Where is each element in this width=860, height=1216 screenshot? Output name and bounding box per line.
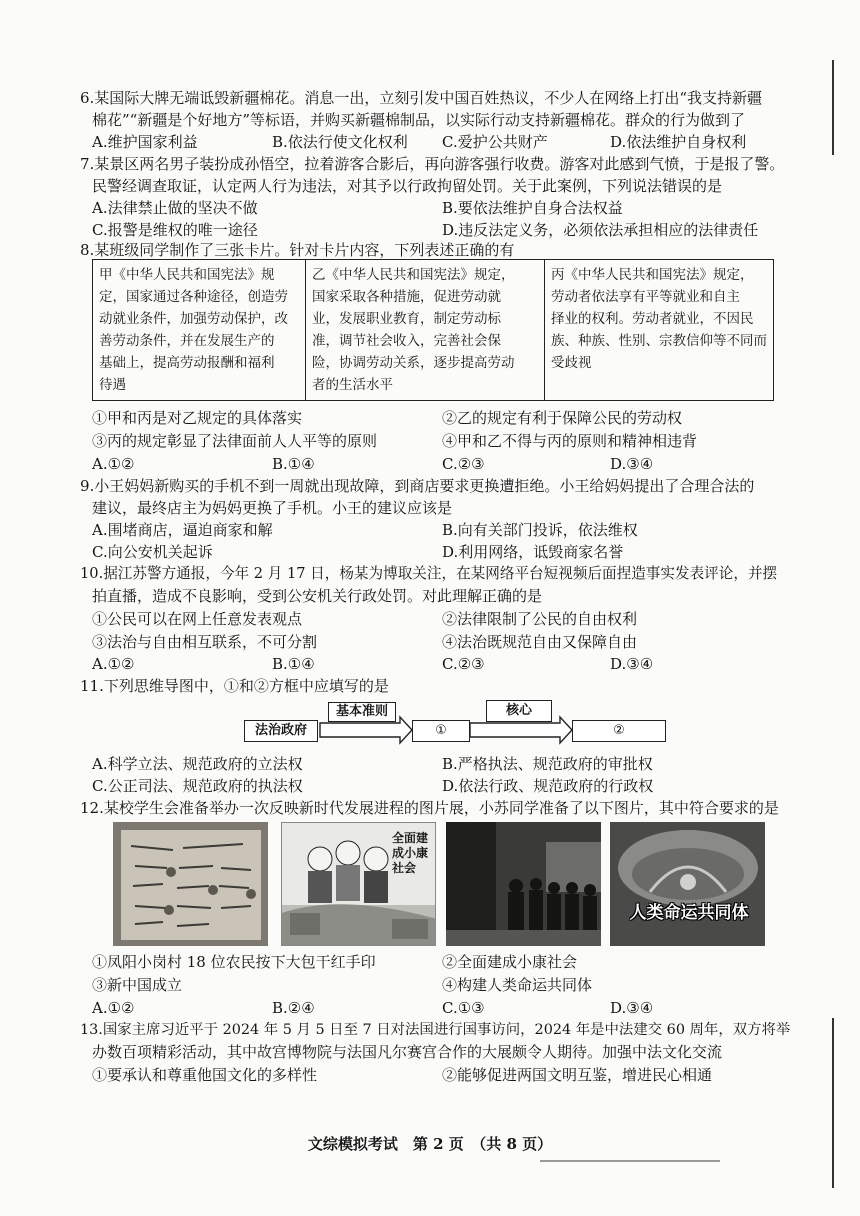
q9-option-b: B.向有关部门投诉，依法维权 (442, 521, 638, 539)
scan-edge-line (832, 60, 834, 155)
q9-option-a: A.围堵商店，逼迫商家和解 (92, 521, 273, 539)
node-law-government: 法治政府 (244, 720, 318, 742)
q8-card-table (92, 259, 774, 401)
q9-stem-line1: 9.小王妈妈新购买的手机不到一周就出现故障，到商店要求更换遭拒绝。小王给妈妈提出了合理合法的 (80, 477, 755, 495)
edge-label-core: 核心 (486, 700, 552, 722)
card-bing (545, 260, 774, 401)
q6-option-c: C.爱护公共财产 (442, 133, 548, 151)
card-line: 善劳动条件，并在发展生产的 (99, 333, 275, 349)
q6-stem-line1: 6.某国际大牌无端诋毁新疆棉花。消息一出，立刻引发中国百姓热议，不少人在网络上打出“我支持新疆 (80, 89, 762, 107)
q10-statement-2: ②法律限制了公民的自由权利 (442, 610, 638, 628)
q8-statement-2: ②乙的规定有利于保障公民的劳动权 (442, 409, 683, 427)
q7-option-c: C.报警是维权的唯一途径 (92, 221, 258, 239)
q7-option-b: B.要依法维护自身合法权益 (442, 199, 623, 217)
q8-stem: 8.某班级同学制作了三张卡片。针对卡片内容，下列表述正确的有 (80, 241, 515, 259)
card-yi (306, 260, 545, 401)
q12-statement-2: ②全面建成小康社会 (442, 953, 578, 971)
q8-option-d: D.③④ (610, 455, 654, 473)
q13-stem-line2: 办数百项精彩活动，其中故宫博物院与法国凡尔赛宫合作的大展颇令人期待。加强中法文化交流 (92, 1043, 723, 1061)
scan-edge-line (832, 1018, 834, 1188)
scan-mark (540, 1160, 720, 1162)
document-icon (113, 822, 268, 946)
q9-option-d: D.利用网络，诋毁商家名誉 (442, 543, 624, 561)
picture-xiaokang-cartoon (281, 822, 436, 946)
q10-option-b: B.①④ (272, 655, 315, 673)
q7-stem-line2: 民警经调查取证，认定两人行为违法，对其予以行政拘留处罚。关于此案例，下列说法错误的是 (92, 177, 723, 195)
card-jia (93, 260, 306, 401)
q12-statement-4: ④构建人类命运共同体 (442, 976, 593, 994)
q9-option-c: C.向公安机关起诉 (92, 543, 213, 561)
q9-stem-line2: 建议，最终店主为妈妈更换了手机。小王的建议应该是 (92, 499, 453, 517)
q12-option-c: C.①③ (442, 999, 485, 1017)
picture-shared-future (610, 822, 765, 946)
q8-statement-1: ①甲和丙是对乙规定的具体落实 (92, 409, 303, 427)
q6-option-a: A.维护国家利益 (92, 133, 198, 151)
q7-option-a: A.法律禁止做的坚决不做 (92, 199, 258, 217)
q8-option-b: B.①④ (272, 455, 315, 473)
card-line: 乙《中华人民共和国宪法》规定， (312, 267, 515, 283)
card-line: 业，发展职业教育，制定劳动标 (312, 311, 501, 327)
q8-statement-4: ④甲和乙不得与丙的原则和精神相违背 (442, 432, 698, 450)
card-line: 待遇 (99, 377, 126, 393)
mind-map (240, 698, 670, 748)
q11-stem: 11.下列思维导图中，①和②方框中应填写的是 (80, 677, 389, 695)
card-line: 基础上，提高劳动报酬和福利 (99, 355, 275, 371)
q12-option-b: B.②④ (272, 999, 315, 1017)
card-line: 丙《中华人民共和国宪法》规定， (551, 267, 754, 283)
card-line: 国家采取各种措施，促进劳动就 (312, 289, 501, 305)
q13-statement-2: ②能够促进两国文明互鉴，增进民心相通 (442, 1066, 713, 1084)
q13-statement-1: ①要承认和尊重他国文化的多样性 (92, 1066, 318, 1084)
card-line: 族、种族、性别、宗教信仰等不同而 (551, 333, 767, 349)
edge-label-basic-principle: 基本准则 (328, 702, 396, 722)
card-line: 择业的权利。劳动者就业，不因民 (551, 311, 754, 327)
q11-option-d: D.依法行政、规范政府的行政权 (442, 777, 654, 795)
q12-stem: 12.某校学生会准备举办一次反映新时代发展进程的图片展，小苏同学准备了以下图片，其中符合要求的是 (80, 799, 779, 817)
node-blank-2: ② (572, 720, 666, 742)
q6-stem-line2: 棉花”“新疆是个好地方”等标语，并购买新疆棉制品，以实际行动支持新疆棉花。群众的行为做到了 (92, 111, 746, 129)
card-line: 险，协调劳动关系，逐步提高劳动 (312, 355, 515, 371)
q8-statement-3: ③丙的规定彰显了法律面前人人平等的原则 (92, 432, 378, 450)
q12-statement-3: ③新中国成立 (92, 976, 183, 994)
node-blank-1: ① (412, 720, 470, 742)
card-line: 动就业条件，加强劳动保护，改 (99, 311, 288, 327)
page-footer: 文综模拟考试 第 2 页 （共 8 页） (307, 1135, 553, 1153)
q7-stem-line1: 7.某景区两名男子装扮成孙悟空，拉着游客合影后，再向游客强行收费。游客对此感到气愤，于是报了警。 (80, 155, 785, 173)
q12-option-a: A.①② (92, 999, 135, 1017)
card-line: 甲《中华人民共和国宪法》规 (99, 267, 275, 283)
q10-option-c: C.②③ (442, 655, 485, 673)
q10-stem-line2: 拍直播，造成不良影响，受到公安机关行政处罚。对此理解正确的是 (92, 587, 543, 605)
card-line: 者的生活水平 (312, 377, 393, 393)
q10-option-d: D.③④ (610, 655, 654, 673)
picture-red-fingerprint-document (113, 822, 268, 946)
q10-statement-3: ③法治与自由相互联系，不可分割 (92, 633, 318, 651)
ceremony-photo-icon (446, 822, 601, 946)
card-line: 劳动者依法享有平等就业和自主 (551, 289, 740, 305)
q11-option-b: B.严格执法、规范政府的审批权 (442, 755, 653, 773)
q6-option-b: B.依法行使文化权利 (272, 133, 408, 151)
q13-stem-line1: 13.国家主席习近平于 2024 年 5 月 5 日至 7 日对法国进行国事访问，2024 年是中法建交 60 周年，双方将举 (80, 1022, 791, 1038)
q7-option-d: D.违反法定义务，必须依法承担相应的法律责任 (442, 221, 759, 239)
picture-caption-xiaokang: 全面建成小康社会 (392, 831, 429, 875)
q10-statement-4: ④法治既规范自由又保障自由 (442, 633, 638, 651)
q12-option-d: D.③④ (610, 999, 654, 1017)
globe-icon (610, 822, 765, 946)
q10-stem-line1: 10.据江苏警方通报，今年 2 月 17 日，杨某为博取关注，在某网络平台短视频后面捏造事实发表评论，并摆 (80, 565, 778, 582)
card-line: 准，调节社会收入，完善社会保 (312, 333, 501, 349)
q10-statement-1: ①公民可以在网上任意发表观点 (92, 610, 303, 628)
picture-caption-shared-future: 人类命运共同体 (629, 903, 749, 923)
q11-option-c: C.公正司法、规范政府的执法权 (92, 777, 303, 795)
q12-statement-1: ①凤阳小岗村 18 位农民按下大包干红手印 (92, 953, 376, 971)
picture-founding-ceremony (446, 822, 601, 946)
card-line: 受歧视 (551, 355, 592, 371)
q11-option-a: A.科学立法、规范政府的立法权 (92, 755, 303, 773)
q8-option-a: A.①② (92, 455, 135, 473)
q10-option-a: A.①② (92, 655, 135, 673)
card-line: 定，国家通过各种途径，创造劳 (99, 289, 288, 305)
q6-option-d: D.依法维护自身权利 (610, 133, 747, 151)
q8-option-c: C.②③ (442, 455, 485, 473)
